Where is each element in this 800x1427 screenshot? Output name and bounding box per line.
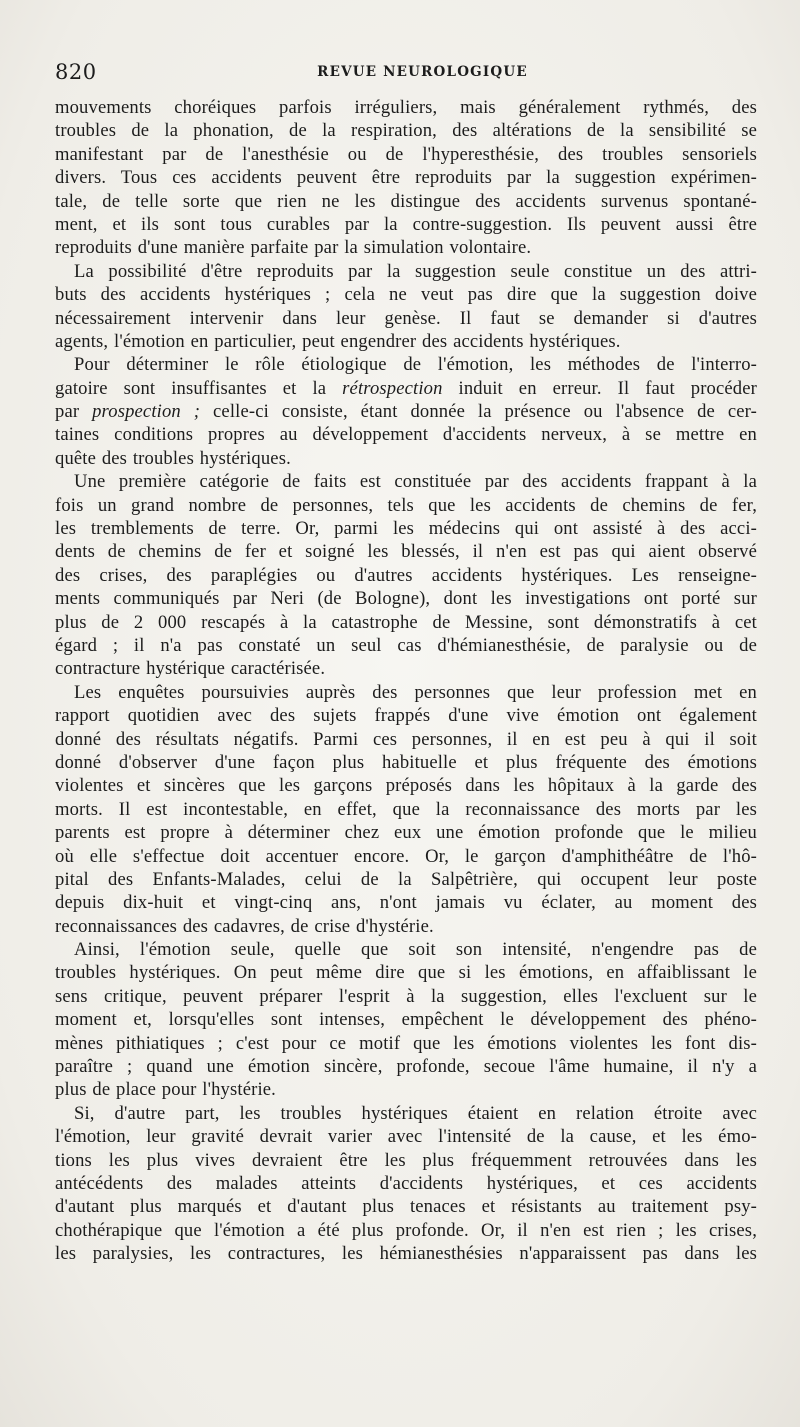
text-line: donné des résultats négatifs. Parmi ces personnes, il en est peu à qui il soit <box>55 728 757 750</box>
text-line: agents, l'émotion en particulier, peut engendrer des accidents hystériques. <box>55 330 621 352</box>
text-fragment: celle-ci consiste, étant donnée la présence ou l'absence de cer- <box>200 401 757 423</box>
italic-term: rétrospection <box>342 377 443 399</box>
text-line: dents de chemins de fer et soigné les blessés, il n'en est pas qui aient observé <box>55 541 757 563</box>
text-line: La possibilité d'être reproduits par la suggestion seule constitue un des attri- <box>74 260 757 282</box>
text-line: parents est propre à déterminer chez eux une émotion profonde que le milieu <box>55 822 757 844</box>
text-line: les paralysies, les contractures, les hémianesthésies n'apparaissent pas dans les <box>55 1243 757 1265</box>
text-line: tions les plus vives devraient être les plus fréquemment retrouvées dans les <box>55 1149 757 1171</box>
text-line: Les enquêtes poursuivies auprès des personnes que leur profession met en <box>74 681 757 703</box>
text-line: quête des troubles hystériques. <box>55 447 291 469</box>
text-line: paraître ; quand une émotion sincère, profonde, secoue l'âme humaine, il n'y a <box>55 1056 757 1078</box>
text-line: d'autant plus marqués et d'autant plus tenaces et résistants au traitement psy- <box>55 1196 757 1218</box>
text-line: mouvements choréiques parfois irréguliers, mais généralement rythmés, des <box>55 97 757 118</box>
text-line: depuis dix-huit et vingt-cinq ans, n'ont jamais vu éclater, au moment des <box>55 892 757 914</box>
text-line: pital des Enfants-Malades, celui de la Salpêtrière, qui occupent leur poste <box>55 868 757 890</box>
text-line: rapport quotidien avec des sujets frappés d'une vive émotion ont également <box>55 705 757 727</box>
text-line: égard ; il n'a pas constaté un seul cas d'hémianesthésie, de paralysie ou de <box>55 634 757 656</box>
text-line: plus de place pour l'hystérie. <box>55 1079 276 1101</box>
text-line: nécessairement intervenir dans leur genèse. Il faut se demander si d'autres <box>55 307 757 329</box>
body-text <box>55 96 757 1266</box>
text-fragment: par <box>55 401 93 423</box>
text-line: les tremblements de terre. Or, parmi les médecins qui ont assisté à des acci- <box>55 518 757 540</box>
text-line: tale, de telle sorte que rien ne les distingue des accidents survenus spontané- <box>55 190 757 212</box>
page-number: 820 <box>55 60 97 84</box>
text-line: antécédents des malades atteints d'accidents hystériques, et ces accidents <box>55 1172 757 1194</box>
text-line: des crises, des paraplégies ou d'autres accidents hystériques. Les renseigne- <box>55 564 757 586</box>
text-line: contracture hystérique caractérisée. <box>55 658 326 680</box>
italic-term: prospection ; <box>92 401 201 423</box>
text-line: Ainsi, l'émotion seule, quelle que soit son intensité, n'engendre pas de <box>74 939 757 961</box>
running-title: REVUE NEUROLOGIQUE <box>317 64 528 80</box>
text-line: buts des accidents hystériques ; cela ne veut pas dire que la suggestion doive <box>55 284 757 306</box>
text-line <box>55 377 757 400</box>
text-line: Pour déterminer le rôle étiologique de l'émotion, les méthodes de l'interro- <box>74 354 757 376</box>
text-line: plus de 2 000 rescapés à la catastrophe de Messine, sont démonstratifs à cet <box>55 611 757 633</box>
text-line: reproduits d'une manière parfaite par la simulation volontaire. <box>55 237 532 259</box>
text-line: morts. Il est incontestable, en effet, que la reconnaissance des morts par les <box>55 798 757 820</box>
text-line: sens critique, peuvent préparer l'esprit à la suggestion, elles l'excluent sur le <box>55 985 757 1007</box>
text-fragment: gatoire sont insuffisantes et la <box>55 377 343 399</box>
text-line: Si, d'autre part, les troubles hystériques étaient en relation étroite avec <box>74 1102 757 1124</box>
text-line: ments communiqués par Neri (de Bologne), dont les investigations ont porté sur <box>55 588 757 610</box>
text-line: chothérapique que l'émotion a été plus profonde. Or, il n'en est rien ; les crises, <box>55 1219 757 1241</box>
text-line: mènes pithiatiques ; c'est pour ce motif que les émotions violentes les font dis- <box>55 1032 757 1054</box>
text-line: taines conditions propres au développement d'accidents nerveux, à se mettre en <box>55 424 757 446</box>
text-line: divers. Tous ces accidents peuvent être reproduits par la suggestion expérimen- <box>55 167 757 189</box>
text-line: troubles hystériques. On peut même dire que si les émotions, en affaiblissant le <box>55 962 757 984</box>
text-line: moment et, lorsqu'elles sont intenses, empêchent le développement des phéno- <box>55 1009 757 1031</box>
text-line: où elle s'effectue doit accentuer encore. Or, le garçon d'amphithéâtre de l'hô- <box>55 845 757 867</box>
text-line: reconnaissances des cadavres, de crise d'hystérie. <box>55 915 434 937</box>
text-line: manifestant par de l'anesthésie ou de l'hyperesthésie, des troubles sensoriels <box>55 143 757 165</box>
text-line: violentes et sincères que les garçons préposés dans les hôpitaux à la garde des <box>55 775 757 797</box>
text-line: l'émotion, leur gravité devrait varier avec l'intensité de la cause, et les émo- <box>55 1126 757 1148</box>
text-line: donné d'observer d'une façon plus habituelle et plus fréquente des émotions <box>55 751 757 773</box>
page-header <box>55 60 760 90</box>
text-line: Une première catégorie de faits est constituée par des accidents frappant à la <box>74 471 757 493</box>
text-line: ment, et ils sont tous curables par la contre-suggestion. Ils peuvent aussi être <box>55 213 757 235</box>
text-line <box>55 400 757 423</box>
text-line: troubles de la phonation, de la respiration, des altérations de la sensibilité se <box>55 120 757 142</box>
text-line: fois un grand nombre de personnes, tels que les accidents de chemins de fer, <box>55 494 757 516</box>
text-fragment: induit en erreur. Il faut procéder <box>442 377 757 399</box>
